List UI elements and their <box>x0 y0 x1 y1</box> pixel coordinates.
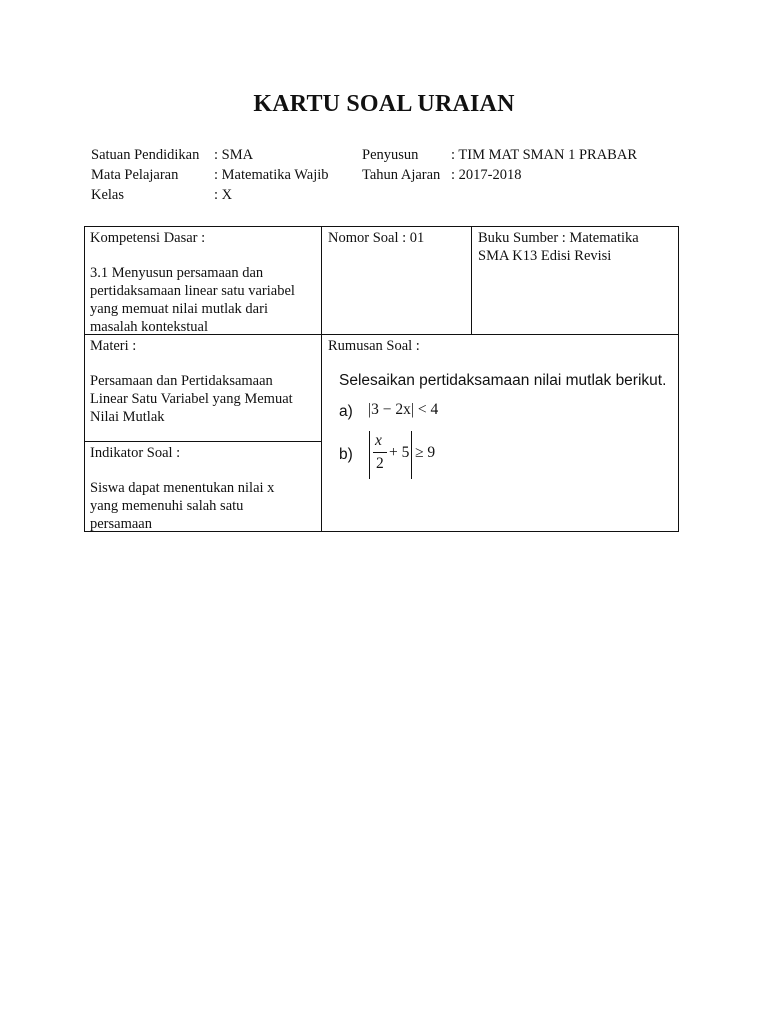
meta-penyusun-value: : TIM MAT SMAN 1 PRABAR <box>451 147 637 163</box>
item-b-label: b) <box>339 446 353 463</box>
cell-indikator-soal <box>90 444 318 533</box>
table-divider-horizontal-left <box>84 441 321 442</box>
item-a-expression: |3 − 2x| < 4 <box>368 401 439 418</box>
cell-rumusan-soal <box>328 337 673 355</box>
meta-tahun-label: Tahun Ajaran <box>362 167 441 183</box>
kd-label: Kompetensi Dasar : <box>90 230 206 246</box>
materi-label: Materi : <box>90 338 137 354</box>
buku-line: SMA K13 Edisi Revisi <box>478 248 612 264</box>
item-a-label: a) <box>339 403 353 420</box>
materi-line: Linear Satu Variabel yang Memuat <box>90 391 293 407</box>
materi-line: Persamaan dan Pertidaksamaan <box>90 373 273 389</box>
kd-line: 3.1 Menyusun persamaan dan <box>90 265 264 281</box>
meta-kelas-value: : X <box>214 187 233 203</box>
item-b-relation: ≥ 9 <box>415 444 436 461</box>
meta-mapel-value: : Matematika Wajib <box>214 167 329 183</box>
rumusan-label: Rumusan Soal : <box>328 338 420 354</box>
kd-line: masalah kontekstual <box>90 319 208 335</box>
question-instruction: Selesaikan pertidaksamaan nilai mutlak berikut. <box>339 372 667 389</box>
item-b-denominator: 2 <box>376 455 384 472</box>
absolute-bar-left <box>369 431 370 479</box>
indikator-label: Indikator Soal : <box>90 445 181 461</box>
kd-line: pertidaksamaan linear satu variabel <box>90 283 295 299</box>
meta-mapel-label: Mata Pelajaran <box>91 167 179 183</box>
materi-line: Nilai Mutlak <box>90 409 165 425</box>
meta-satuan-value: : SMA <box>214 147 254 163</box>
cell-materi <box>90 337 318 426</box>
cell-kompetensi-dasar <box>90 229 318 336</box>
meta-satuan-label: Satuan Pendidikan <box>91 147 200 163</box>
item-b-numerator: x <box>375 432 382 449</box>
table-divider-vertical-top <box>471 226 472 334</box>
absolute-bar-right <box>411 431 412 479</box>
kd-line: yang memuat nilai mutlak dari <box>90 301 268 317</box>
meta-kelas-label: Kelas <box>91 187 125 203</box>
meta-tahun-value: : 2017-2018 <box>451 167 522 183</box>
cell-nomor-soal <box>328 229 468 247</box>
indikator-line: Siswa dapat menentukan nilai x <box>90 480 275 496</box>
indikator-line: yang memenuhi salah satu <box>90 498 244 514</box>
indikator-line: persamaan <box>90 516 152 532</box>
table-divider-vertical-main <box>321 226 322 532</box>
cell-buku-sumber <box>478 229 676 265</box>
page-title: KARTU SOAL URAIAN <box>253 91 515 117</box>
meta-penyusun-label: Penyusun <box>362 147 419 163</box>
buku-line: Buku Sumber : Matematika <box>478 230 639 246</box>
nomor-soal-label: Nomor Soal : 01 <box>328 230 425 246</box>
item-b-fraction-line <box>373 452 387 453</box>
item-b-addend: + 5 <box>389 444 410 461</box>
